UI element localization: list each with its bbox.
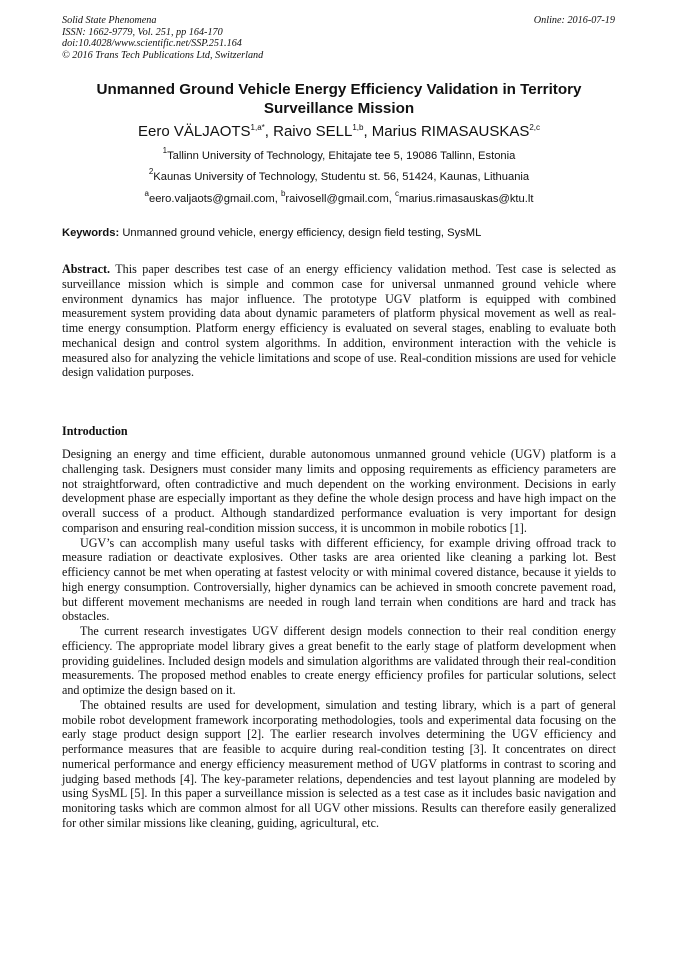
abstract-text: This paper describes test case of an energy efficiency validation method. Test case is selected as surveillance mission which is simple and common case for universal unmanned ground vehicle where environment dynamics has major influence. The prototype UGV platform is equipped with combined measurement system providing data about dynamic parameters of platform physical movement as well as real-time energy consumption. Platform energy efficiency is evaluated on several stages, enabling to evaluate both mechanical design and control system algorithms. In addition, environment interaction with the vehicle is measured also for analyzing the vehicle limitations and scope of use. Real-condition missions are used for vehicle design validation purposes. <box>62 262 616 380</box>
online-date: Online: 2016-07-19 <box>533 15 615 26</box>
keywords-label: Keywords: <box>62 227 120 239</box>
section-heading-introduction: Introduction <box>62 424 128 438</box>
email-address[interactable]: eero.valjaots@gmail.com <box>148 193 275 205</box>
email-address[interactable]: marius.rimasauskas@ktu.lt <box>399 193 534 205</box>
affiliation-text: Kaunas University of Technology, Studentu st. 56, 51424, Kaunas, Lithuania <box>153 171 530 183</box>
affiliation-marker: 2 <box>148 167 154 176</box>
affiliation-1 <box>62 146 616 163</box>
intro-paragraph: The current research investigates UGV different design models connection to their real condition energy efficiency. The appropriate model library gives a great benefit to the early stage of platform development when providing guidelines. Included design models and simulation algorithms are validated through their real-condition measurements. The proposed method enables to create energy efficiency profiles for particular solutions, select and optimize the design based on it. <box>62 624 616 697</box>
abstract <box>62 262 616 380</box>
doi-line: doi:10.4028/www.scientific.net/SSP.251.164 <box>62 38 242 50</box>
intro-paragraph: UGV’s can accomplish many useful tasks with different efficiency, for example driving offroad track to measure radiation or deactivate explosives. Other tasks are area oriented like cleaning a parking lot. Best efficiency cannot be met when operating at fastest velocity or with minimal covered distance, because it yields to high energy consumption. Controversially, higher dynamics can be achieved in smooth concrete pavement road, but different movement mechanisms are needed in rough land terrain when conditions are hard and track has obstacles. <box>62 535 616 624</box>
email-marker: a <box>144 189 149 198</box>
author-affiliation-marker: 1,b <box>352 123 364 132</box>
author-separator: , <box>363 123 372 140</box>
introduction-body <box>62 447 616 831</box>
author-affiliation-marker: 1,a* <box>250 123 265 132</box>
affiliation-2 <box>62 167 616 184</box>
email-marker: b <box>280 189 286 198</box>
intro-paragraph: The obtained results are used for development, simulation and testing library, which is a part of general mobile robot development framework incorporating methodologies, tools and experimental data focusing on the early stage product design support [2]. The earlier research involves determining the UGV efficiency and performance measures that are feasible to acquire during real-condition testing [3]. It concentrates on direct numerical performance and energy efficiency measurement method of UGV platforms in contrast to scoring and judging based methods [4]. The key-parameter relations, dependencies and test layout planning are modeled by using SysML [5]. In this paper a surveillance mission is selected as a test case as it includes basic navigation and monitoring tasks which are common almost for all UGV other missions. Results can therefore easily generalized for other similar missions like cleaning, guiding, agricultural, etc. <box>62 697 616 830</box>
author-name: Eero VÄLJAOTS <box>137 123 251 140</box>
email-address[interactable]: raivosell@gmail.com <box>285 193 389 205</box>
email-separator: , <box>388 193 396 205</box>
email-separator: , <box>274 193 281 205</box>
email-marker: c <box>395 189 400 198</box>
author-list <box>62 122 616 141</box>
copyright-line: © 2016 Trans Tech Publications Ltd, Switzerland <box>62 49 264 61</box>
author-name: Marius RIMASAUSKAS <box>371 123 530 140</box>
author-affiliation-marker: 2,c <box>529 123 541 132</box>
author-name: Raivo SELL <box>273 123 353 140</box>
keywords-line <box>62 226 616 240</box>
issn-line: ISSN: 1662-9779, Vol. 251, pp 164-170 <box>62 26 223 38</box>
journal-name: Solid State Phenomena <box>62 15 157 26</box>
affiliation-text: Tallinn University of Technology, Ehitajate tee 5, 19086 Tallinn, Estonia <box>167 150 516 162</box>
intro-paragraph: Designing an energy and time efficient, durable autonomous unmanned ground vehicle (UGV) platform is a challenging task. Designers must consider many limits and opposing requirements as efficiency parameters are not straightforward, often contradictive and much dependent on the working environment. Decisions in early development phase are especially important as they define the whole design process and have high impact on the overall success of a product. Although standardized performance evaluation is very important for design comparison and ensuring real-condition mission success, it is uncommon in mobile robotics [1]. <box>62 447 616 535</box>
keywords-text: Unmanned ground vehicle, energy efficiency, design field testing, SysML <box>122 227 482 239</box>
abstract-label: Abstract. <box>62 262 111 276</box>
affiliation-marker: 1 <box>162 146 168 155</box>
author-separator: , <box>264 123 274 140</box>
email-list <box>62 189 616 206</box>
journal-header <box>62 15 263 61</box>
paper-title: Unmanned Ground Vehicle Energy Efficiency Validation in Territory Surveillance Mission <box>96 81 582 117</box>
